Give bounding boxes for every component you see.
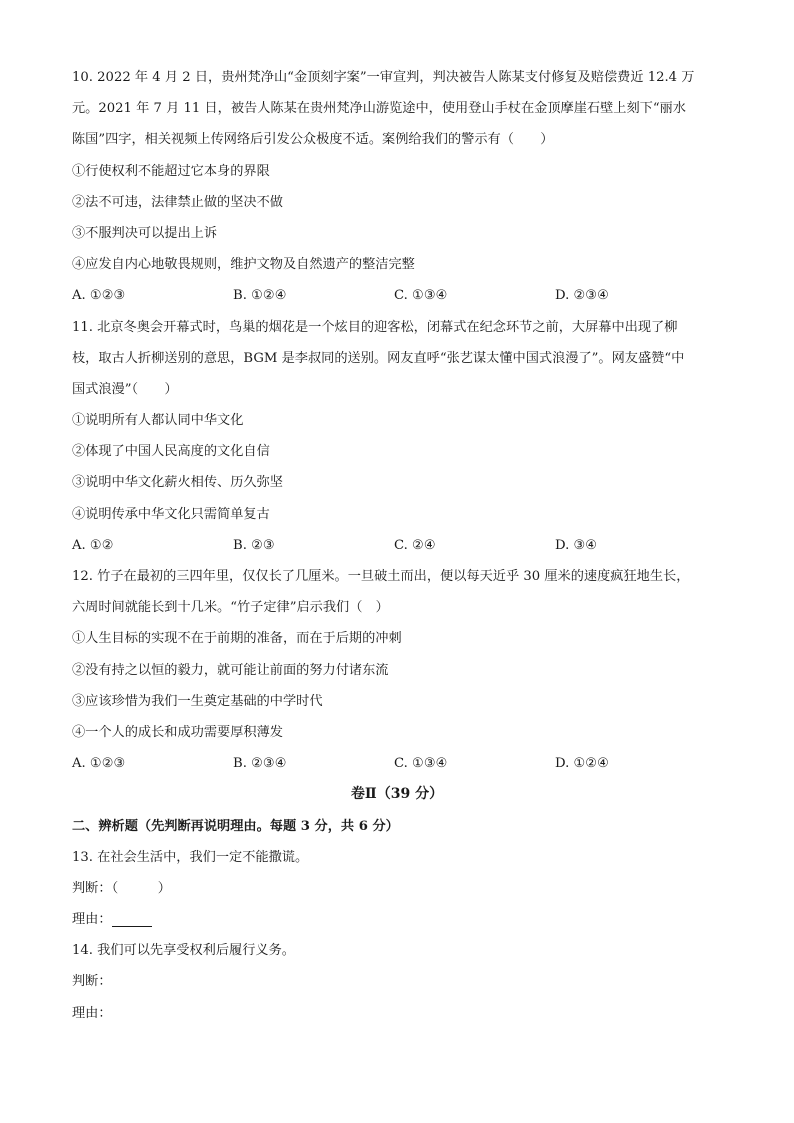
statement-item: ②没有持之以恒的毅力，就可能让前面的努力付诸东流 (72, 662, 389, 678)
option-c: C. ②④ (394, 537, 436, 553)
question-12 (72, 561, 722, 779)
question-stem-line: 陈国”四字，相关视频上传网络后引发公众极度不适。案例给我们的警示有（ ） (72, 132, 554, 148)
judge-field: 判断： (72, 974, 112, 990)
answer-options (72, 530, 722, 561)
option-d: D. ①②④ (555, 756, 609, 772)
statement-item: ④应发自内心地敬畏规则，维护文物及自然遗产的整洁完整 (72, 257, 415, 273)
question-stem-line: 10. 2022 年 4 月 2 日，贵州梵净山“金顶刻字案”一审宣判，判决被告人陈某支付修复及赔偿费近 12.4 万 (72, 70, 695, 85)
section-title: 卷Ⅱ（39 分） (350, 786, 444, 803)
answer-options (72, 748, 722, 779)
option-d: D. ③④ (555, 537, 598, 553)
question-10 (72, 62, 722, 312)
statement-item: ①行使权利不能超过它本身的界限 (72, 163, 270, 179)
statement-item: ③应该珍惜为我们一生奠定基础的中学时代 (72, 693, 323, 709)
reason-field (72, 904, 722, 935)
question-stem-line: 元。2021 年 7 月 11 日，被告人陈某在贵州梵净山游览途中，使用登山手杖在金顶摩崖石壁上刻下“丽水 (72, 101, 686, 117)
answer-blank (112, 912, 152, 927)
statement-item: ④一个人的成长和成功需要厚积薄发 (72, 724, 283, 740)
option-b: B. ①②④ (233, 288, 287, 304)
question-stem-line: 12. 竹子在最初的三四年里，仅仅长了几厘米。一旦破土而出，便以每天近乎 30 厘米的速度疯狂地生长， (72, 569, 690, 584)
reason-label: 理由： (72, 912, 112, 928)
answer-options (72, 280, 722, 311)
option-c: C. ①③④ (394, 288, 448, 304)
option-a: A. ①② (72, 537, 114, 553)
statement-item: ②体现了中国人民高度的文化自信 (72, 444, 270, 460)
section-heading: 二、辨析题（先判断再说明理由。每题 3 分，共 6 分） (72, 818, 399, 834)
question-stem-line: 枝，取古人折柳送别的意思，BGM 是李叔同的送别。网友直呼“张艺谋太懂中国式浪漫了”。网友盛赞“中 (72, 350, 685, 366)
statement-item: ④说明传承中华文化只需简单复古 (72, 506, 270, 522)
statement-item: ②法不可违，法律禁止做的坚决不做 (72, 194, 283, 210)
statement-item: ①人生目标的实现不在于前期的准备，而在于后期的冲刺 (72, 631, 402, 647)
statement-item: ③不服判决可以提出上诉 (72, 225, 218, 241)
statement-item: ③说明中华文化薪火相传、历久弥坚 (72, 475, 283, 491)
reason-field: 理由： (72, 1005, 112, 1021)
judge-field: 判断：（ ） (72, 880, 171, 896)
option-b: B. ②③ (233, 537, 275, 553)
question-11 (72, 312, 722, 562)
question-stem-line: 11. 北京冬奥会开幕式时，鸟巢的烟花是一个炫目的迎客松，闭幕式在纪念环节之前，大屏幕中出现了柳 (72, 319, 678, 335)
option-b: B. ②③④ (233, 756, 287, 772)
option-a: A. ①②③ (72, 288, 126, 304)
exam-page (72, 62, 722, 1029)
question-13 (72, 842, 722, 936)
question-14 (72, 935, 722, 1029)
option-a: A. ①②③ (72, 756, 126, 772)
question-stem-line: 13. 在社会生活中，我们一定不能撒谎。 (72, 849, 309, 865)
question-stem-line: 六周时间就能长到十几米。“竹子定律”启示我们（ ） (72, 600, 389, 616)
option-c: C. ①③④ (394, 756, 448, 772)
question-stem-line: 国式浪漫”（ ） (72, 381, 178, 397)
question-stem-line: 14. 我们可以先享受权利后履行义务。 (72, 943, 295, 959)
statement-item: ①说明所有人都认同中华文化 (72, 413, 244, 429)
option-d: D. ②③④ (555, 288, 609, 304)
